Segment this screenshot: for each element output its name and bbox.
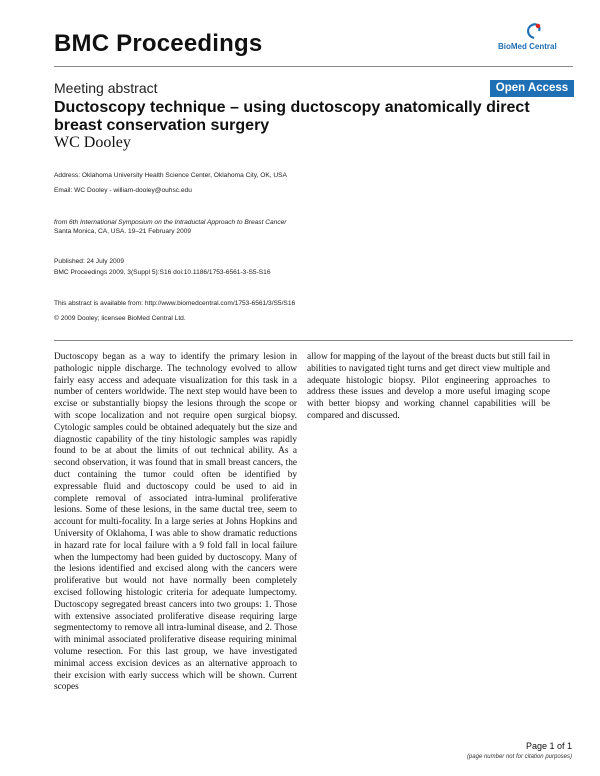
biomed-swirl-icon: [524, 22, 544, 40]
page-number: Page 1 of 1: [525, 741, 572, 751]
body-column-right: allow for mapping of the layout of the breast ducts but still fail in abilities to navigated tight turns and get direct view multiple and adequate histologic biopsy. Pilot engineering approaches to address these issues and develop a more useful imaging scope with better biopsy and working channel capabilities will be compared and discussed.: [307, 352, 550, 421]
citation-doi: BMC Proceedings 2009, 3(Suppl 5):S16 doi:10.1186/1753-6561-3-S5-S16: [54, 269, 271, 276]
author-name: WC Dooley: [54, 134, 131, 151]
conference-line-2: Santa Monica, CA, USA. 19–21 February 2009: [54, 228, 192, 235]
open-access-badge: Open Access: [490, 80, 574, 97]
published-date: Published: 24 July 2009: [54, 258, 125, 265]
page-number-note: (page number not for citation purposes): [466, 754, 572, 760]
article-title: Ductoscopy technique – using ductoscopy anatomically direct breast conservation surgery: [54, 99, 530, 134]
author-email[interactable]: Email: WC Dooley - william-dooley@ouhsc.edu: [54, 187, 192, 194]
biomed-central-logo: [498, 22, 570, 54]
body-divider: [54, 340, 573, 341]
body-column-left: Ductoscopy began as a way to identify the primary lesion in pathologic nipple discharge. The technology evolved to allow fairly easy access and adequate visualization for this task in a number of centers worldwide. The next step would have been to excise or substantially biopsy the lesions through the scope or with scope localization and not require open surgical biopsy. Cytologic samples could be obtained adequately but the size and diagnostic capability of the tiny histologic samples was rapidly found to be at about the limits of out technical ability. As a second observation, it was found that in small breast cancers, the duct containing the tumor could often be identified by expressable fluid and ductoscopy could be used to aid in complete removal of associated intra-luminal proliferative lesions. Some of these lesions, in the same ductal tree, seem to account for multi-focality. In a large series at Johns Hopkins and University of Oklahoma, I was able to show dramatic reductions in hazard rate for local failure with a 9 fold fall in local failure when the lumpectomy had been guided by ductoscopy. Many of the lesions identified and excised along with the cancers were proliferative but would not have normally been completely excised following histologic criteria for adequate lumpectomy. Ductoscopy segregated breast cancers into two groups: 1. Those with extensive associated proliferative disease requiring large segmentectomy to remove all intra-luminal disease, and 2. Those with minimal associated proliferative disease requiring minimal volume resection. For this last group, we have investigated minimal access excision devices as an alternative approach to their excision with early success which will be shown. Current scopes: [54, 352, 297, 693]
copyright-line: © 2009 Dooley; licensee BioMed Central Ltd.: [54, 315, 186, 322]
conference-line-1: from 6th International Symposium on the Intraductal Approach to Breast Cancer: [54, 219, 287, 226]
availability-url[interactable]: This abstract is available from: http://www.biomedcentral.com/1753-6561/3/S5/S16: [54, 300, 296, 307]
article-type: Meeting abstract: [54, 80, 158, 96]
header-divider: [54, 66, 573, 67]
author-address: Address: Oklahoma University Health Science Center, Oklahoma City, OK, USA: [54, 172, 287, 179]
journal-name: BMC Proceedings: [54, 30, 263, 57]
biomed-central-wordmark: BioMed Central: [498, 42, 557, 51]
